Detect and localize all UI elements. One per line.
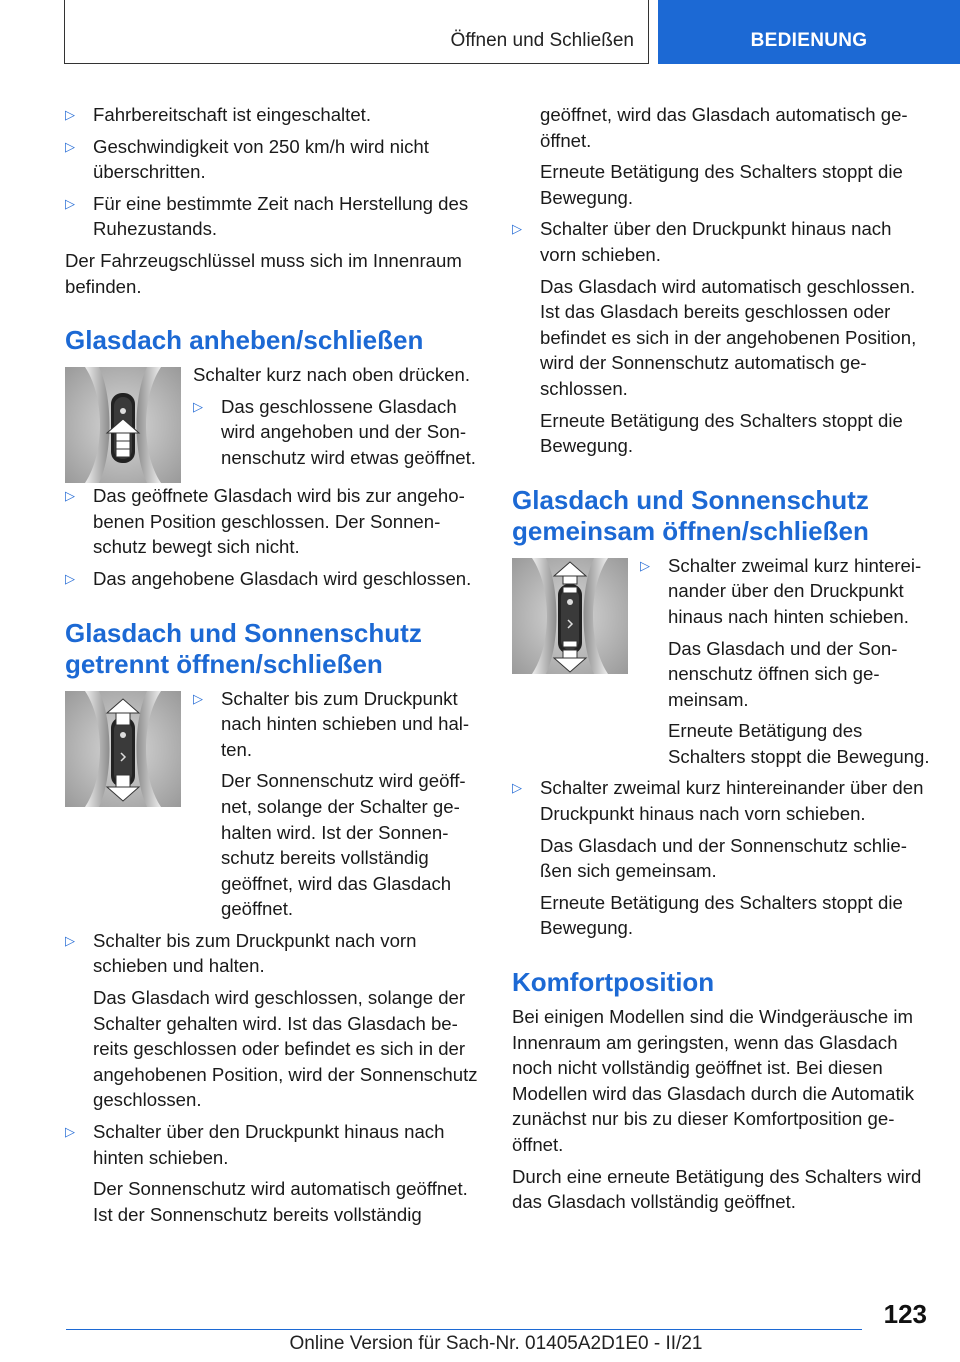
list-item: ▷ Schalter bis zum Druckpunkt nach hinten schieben und halten. xyxy=(193,687,470,760)
bullet-triangle-icon: ▷ xyxy=(65,138,75,154)
switch-lift-figure xyxy=(65,367,181,483)
comfort-paragraph: Bei einigen Modellen sind die Windgeräusche im Innenraum am geringsten, wenn das Glasdach noch nicht vollständig geöffnet ist. Bei diesen Modellen wird das Glasdach durch die Automatik zunächst nur bis zu dieser Komfortposition geöffnet. xyxy=(512,1006,915,1155)
together-block xyxy=(512,553,930,776)
list-item: ▷ Das geschlossene Glasdach wird angehoben und der Sonnenschutz wird etwas geöffnet. xyxy=(193,395,476,468)
comfort-paragraph: Durch eine erneute Betätigung des Schalters wird das Glasdach vollständig geöffnet. xyxy=(512,1165,922,1213)
list-item: ▷ Schalter über den Druckpunkt hinaus nach hinten schieben. xyxy=(65,1121,445,1168)
bullet-triangle-icon: ▷ xyxy=(65,488,75,504)
sub-paragraph: Erneute Betätigung des Schalters stoppt die Bewegung. xyxy=(668,720,930,767)
bullet-triangle-icon: ▷ xyxy=(65,107,75,122)
sub-paragraph: Der Sonnenschutz wird automatisch geöffnet. Ist der Sonnenschutz bereits vollständig xyxy=(93,1178,468,1225)
sub-paragraph: Das Glasdach wird automatisch geschlossen. Ist das Glasdach bereits geschlossen oder befindet es sich in der angehobenen Position, wird der Sonnenschutz automatisch geschlossen. xyxy=(540,275,917,399)
sub-paragraph: Das Glasdach und der Sonnenschutz öffnen sich gemeinsam. xyxy=(668,637,898,710)
online-version-note: Online Version für Sach-Nr. 01405A2D1E0 - II/21 xyxy=(289,1333,703,1354)
heading-lift: Glasdach anheben/schließen xyxy=(65,325,424,356)
sub-paragraph: Das Glasdach wird geschlossen, solange der Schalter gehalten wird. Ist das Glasdach bereits geschlossen oder befindet es sich in der angehobenen Position, wird der Sonnenschutz geschlossen. xyxy=(93,987,478,1111)
bullet-triangle-icon: ▷ xyxy=(65,570,75,586)
sub-paragraph: Erneute Betätigung des Schalters stoppt die Bewegung. xyxy=(540,161,903,208)
list-item: ▷ Schalter zweimal kurz hintereinander über den Druckpunkt hinaus nach vorn schieben. xyxy=(512,777,924,825)
bullet-triangle-icon: ▷ xyxy=(512,221,522,237)
page-number: 123 xyxy=(883,1299,927,1329)
separate-block xyxy=(65,686,480,928)
sub-paragraph: Das Glasdach und der Sonnenschutz schließen sich gemeinsam. xyxy=(540,834,907,882)
sub-paragraph: Erneute Betätigung des Schalters stoppt die Bewegung. xyxy=(540,409,903,457)
list-item: ▷ Geschwindigkeit von 250 km/h wird nicht überschritten. xyxy=(65,135,429,183)
switch-together-figure xyxy=(512,558,628,674)
heading-together: Glasdach und Sonnenschutz gemeinsam öffnen/schließen xyxy=(512,484,869,546)
footer-divider xyxy=(66,1329,862,1330)
heading-separate: Glasdach und Sonnenschutz getrennt öffnen/schließen xyxy=(65,617,422,679)
lift-block xyxy=(65,362,480,483)
list-item: ▷ Fahrbereitschaft ist eingeschaltet. xyxy=(65,102,480,128)
sub-paragraph: geöffnet, wird das Glasdach automatisch geöffnet. xyxy=(540,104,908,151)
list-item: ▷ Schalter zweimal kurz hintereinander über den Druckpunkt hinaus nach hinten schieben. xyxy=(640,554,922,627)
bullet-triangle-icon: ▷ xyxy=(512,780,522,796)
list-item: ▷ Schalter bis zum Druckpunkt nach vorn schieben und halten. xyxy=(65,929,417,977)
bullet-triangle-icon: ▷ xyxy=(65,1124,75,1140)
list-item: ▷ Für eine bestimmte Zeit nach Herstellung des Ruhezustands. xyxy=(65,192,469,240)
bullet-triangle-icon: ▷ xyxy=(193,690,203,706)
left-column xyxy=(65,102,480,1233)
right-column xyxy=(512,102,930,1221)
bullet-triangle-icon: ▷ xyxy=(193,398,203,414)
list-item: ▷ Schalter über den Druckpunkt hinaus nach vorn schieben. xyxy=(512,218,892,265)
heading-comfort: Komfortposition xyxy=(512,967,715,998)
lift-intro: Schalter kurz nach oben drücken. xyxy=(193,364,470,386)
section-tab[interactable]: BEDIENUNG xyxy=(658,0,960,64)
chapter-title: Öffnen und Schließen xyxy=(450,30,634,51)
bullet-triangle-icon: ▷ xyxy=(640,557,650,573)
bullet-triangle-icon: ▷ xyxy=(65,932,75,948)
sub-paragraph: Erneute Betätigung des Schalters stoppt die Bewegung. xyxy=(540,891,903,939)
header-title-box xyxy=(64,0,649,64)
sub-paragraph: Der Sonnenschutz wird geöffnet, solange der Schalter gehalten wird. Ist der Sonnenschutz bereits vollständig geöffnet, wird das Glasdach geöffnet. xyxy=(221,770,466,920)
list-item: ▷ Das geöffnete Glasdach wird bis zur angehobenen Position geschlossen. Der Sonnenschutz bewegt sich nicht. xyxy=(65,485,465,558)
list-item: ▷ Das angehobene Glasdach wird geschlossen. xyxy=(65,566,480,592)
key-note: Der Fahrzeugschlüssel muss sich im Innenraum befinden. xyxy=(65,249,462,297)
bullet-triangle-icon: ▷ xyxy=(65,195,75,211)
switch-separate-figure xyxy=(65,691,181,807)
